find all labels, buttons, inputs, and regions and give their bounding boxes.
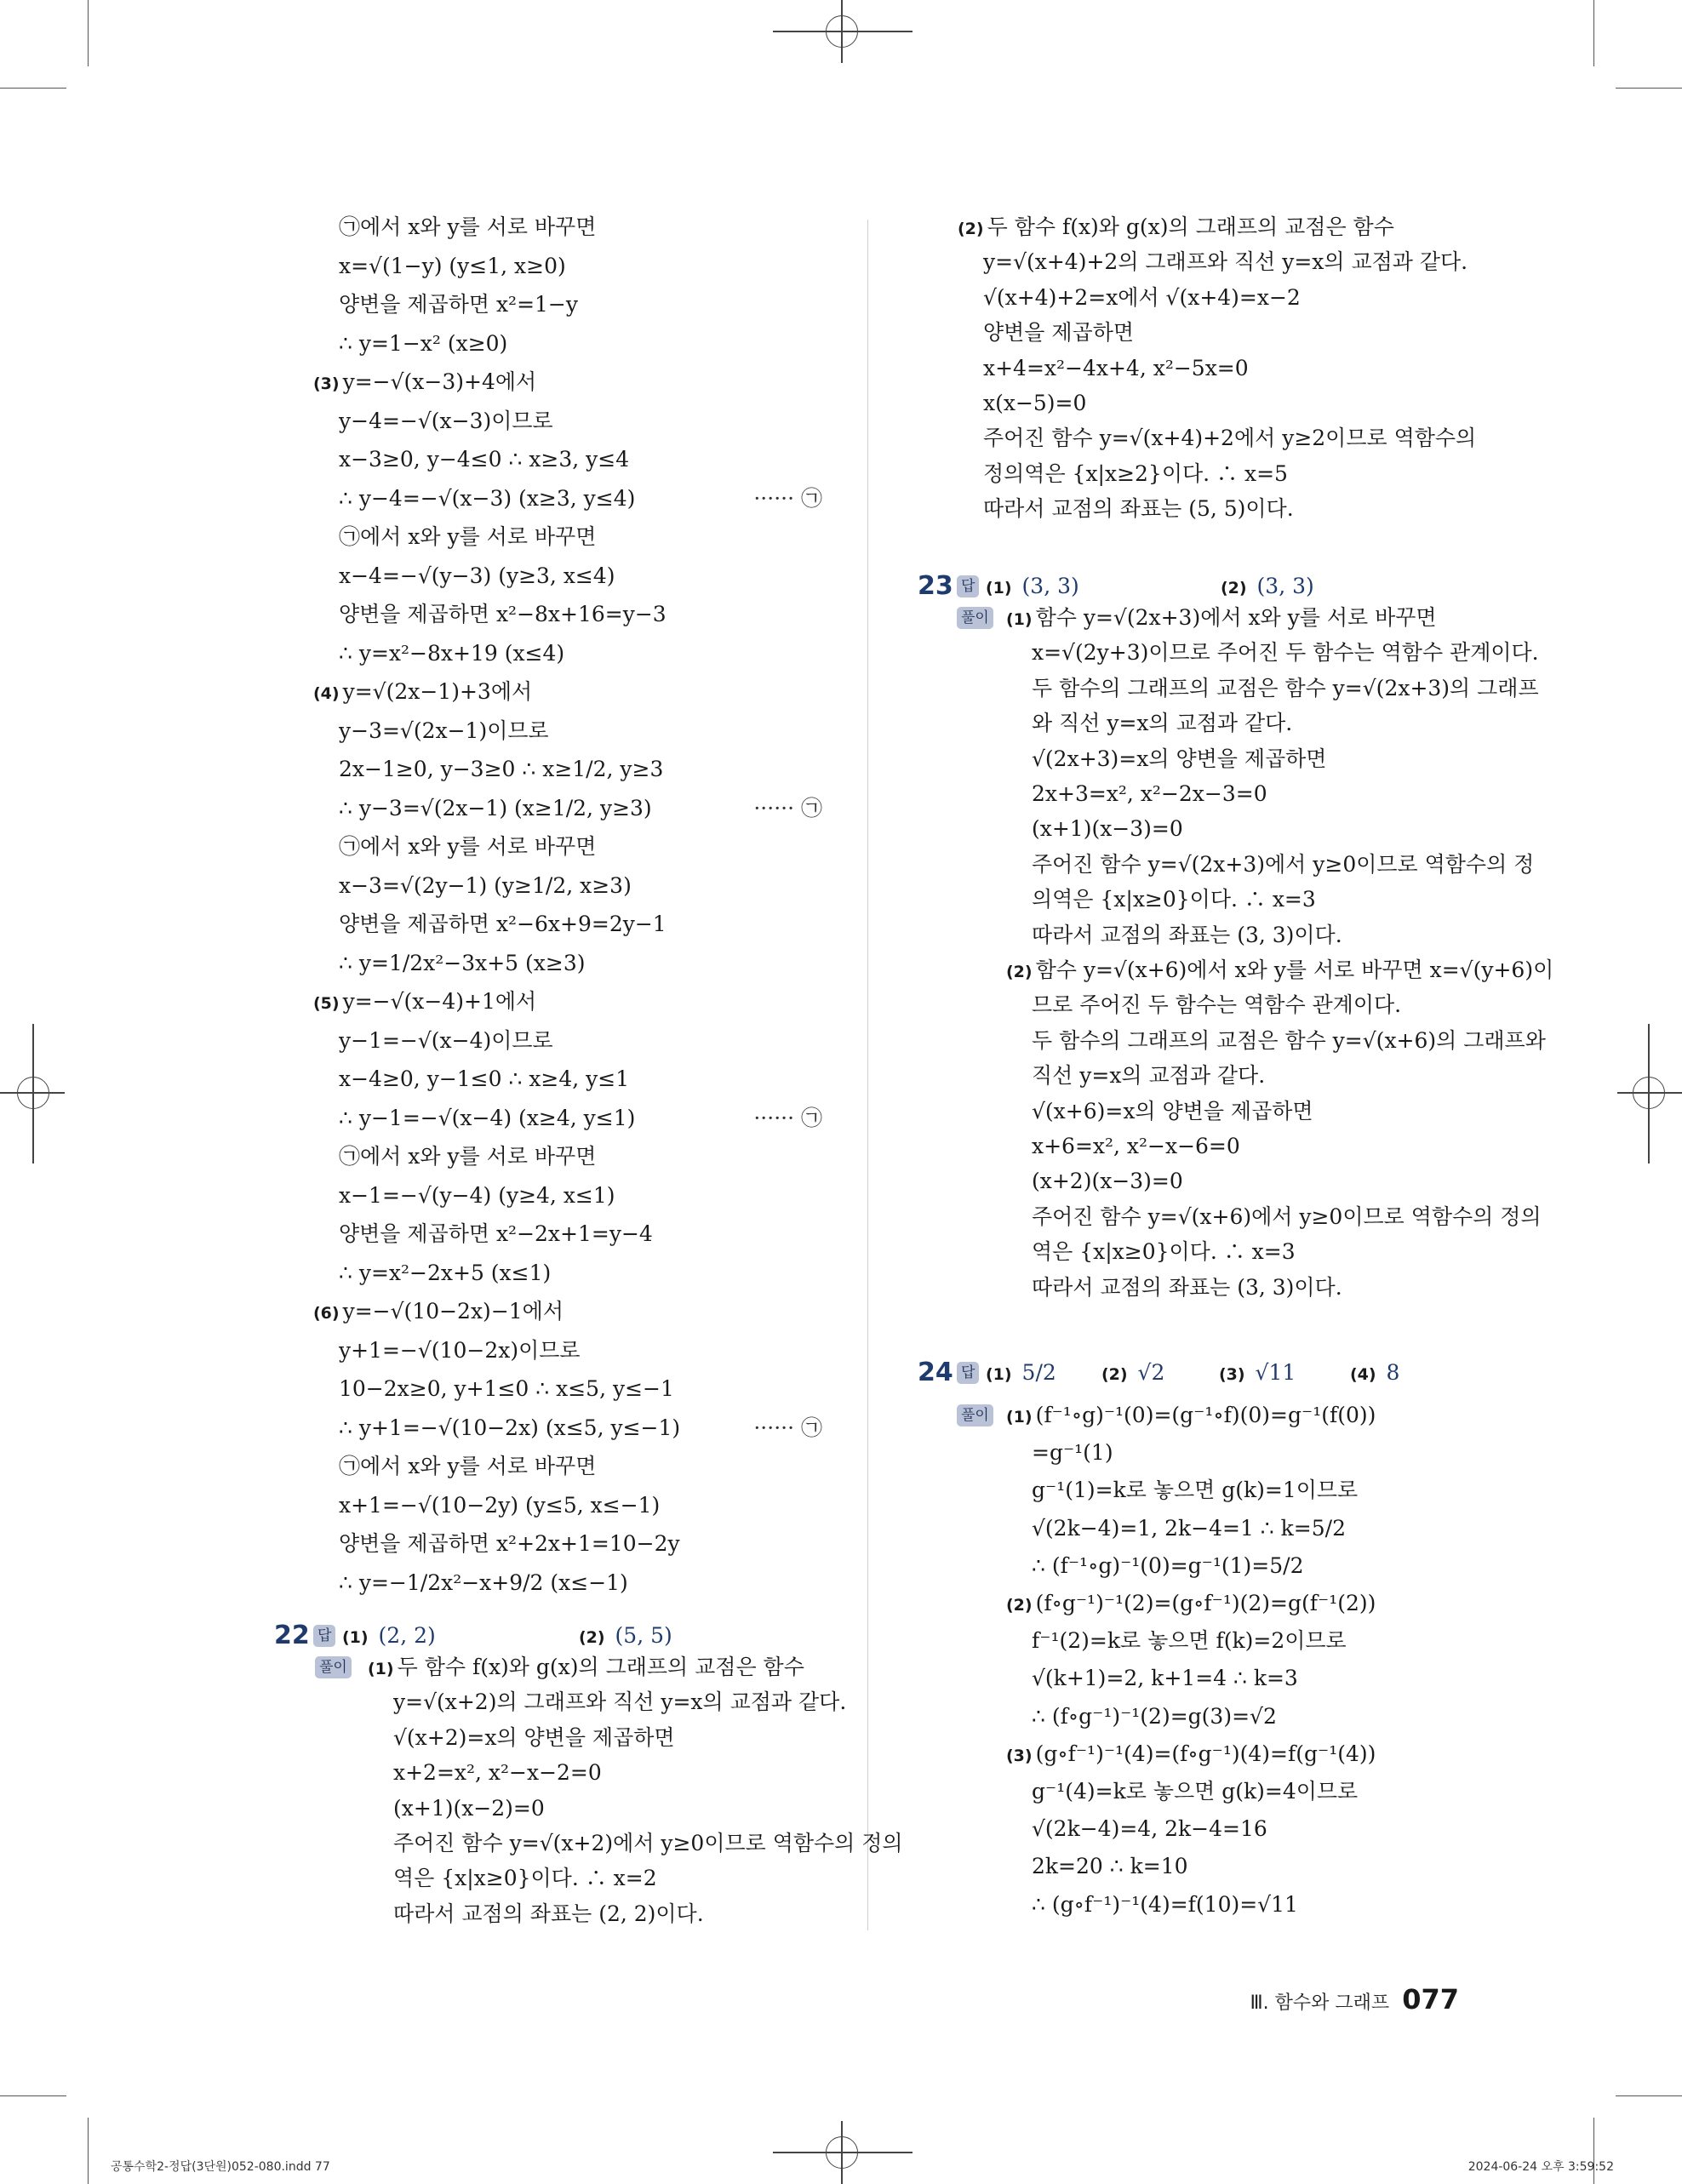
solution-line xyxy=(1032,1273,1342,1302)
solution-line xyxy=(339,523,596,552)
solution-text: 므로 주어진 두 함수는 역함수 관계이다. xyxy=(1032,992,1402,1018)
solution-text: 2x−1≥0, y−3≥0 ∴ x≥1/2, y≥3 xyxy=(339,757,664,781)
answer-badge: 답 xyxy=(313,1625,335,1647)
crop-mark xyxy=(88,0,89,66)
solution-line xyxy=(339,562,615,591)
solution-text: y=√(2x−1)+3에서 xyxy=(342,679,533,704)
solution-line xyxy=(393,1794,545,1823)
answer-24-4: (4) 8 xyxy=(1350,1360,1400,1385)
solution-text: √(2k−4)=4, 2k−4=16 xyxy=(1032,1816,1267,1842)
page-footer xyxy=(1250,1983,1459,2015)
solution-line xyxy=(339,1569,628,1598)
question-number-22: 22 xyxy=(274,1621,310,1650)
solution-line xyxy=(983,460,1288,489)
solution-text: x−3=√(2y−1) (y≥1/2, x≥3) xyxy=(339,872,632,898)
solution-text: 의역은 {x|x≥0}이다. ∴ x=3 xyxy=(1032,887,1316,912)
question-number-24: 24 xyxy=(918,1358,953,1387)
solution-line xyxy=(1032,1777,1358,1806)
solution-line xyxy=(393,1829,903,1858)
solution-line xyxy=(339,639,564,668)
solution-line xyxy=(1006,603,1437,632)
equation-reference-mark: ······ ㉠ xyxy=(753,1105,822,1130)
page-number: 077 xyxy=(1402,1983,1459,2015)
solution-line xyxy=(1032,815,1183,843)
sub-question-label: (2) xyxy=(958,220,984,238)
solution-line xyxy=(1032,638,1539,667)
solution-text: 역은 {x|x≥0}이다. ∴ x=2 xyxy=(393,1866,657,1891)
solution-text: 함수 y=√(x+6)에서 x와 y를 서로 바꾸면 x=√(y+6)이 xyxy=(1035,958,1554,982)
solution-text: 2k=20 ∴ k=10 xyxy=(1032,1854,1188,1879)
solution-text: 주어진 함수 y=√(x+6)에서 y≥0이므로 역함수의 정의 xyxy=(1032,1203,1542,1229)
solution-text: 두 함수 f(x)와 g(x)의 그래프의 교점은 함수 xyxy=(987,214,1394,239)
solution-text: √(2x+3)=x의 양변을 제곱하면 xyxy=(1032,746,1327,771)
solution-line xyxy=(983,283,1301,312)
solution-text: ∴ y−1=−√(x−4) (x≥4, y≤1) xyxy=(339,1105,636,1130)
solution-line xyxy=(339,213,596,242)
solution-line xyxy=(1032,1061,1265,1090)
answer-24-3: (3) √11 xyxy=(1219,1360,1296,1385)
solution-text: (f∘g⁻¹)⁻¹(2)=(g∘f⁻¹)(2)=g(f⁻¹(2)) xyxy=(1035,1591,1376,1615)
solution-line xyxy=(339,1026,553,1055)
solution-text: x+1=−√(10−2y) (y≤5, x≤−1) xyxy=(339,1492,661,1518)
solution-text: ㉠에서 x와 y를 서로 바꾸면 xyxy=(339,834,597,859)
solution-badge: 풀이 xyxy=(315,1656,352,1678)
solution-text: x+2=x², x²−x−2=0 xyxy=(393,1760,602,1786)
crop-mark xyxy=(88,2118,89,2184)
sub-question-label: (2) xyxy=(1006,963,1033,981)
equation-reference-mark: ······ ㉠ xyxy=(753,485,822,511)
solution-line xyxy=(1032,1702,1277,1731)
solution-line xyxy=(339,717,549,746)
solution-badge: 풀이 xyxy=(957,607,993,629)
solution-text: 따라서 교점의 좌표는 (5, 5)이다. xyxy=(983,496,1294,522)
solution-text: y=√(x+4)+2의 그래프와 직선 y=x의 교점과 같다. xyxy=(983,249,1468,275)
answer-22-1: (1) (2, 2) xyxy=(342,1623,436,1648)
solution-line xyxy=(1006,1740,1376,1769)
solution-line xyxy=(339,832,596,861)
solution-text: (f⁻¹∘g)⁻¹(0)=(g⁻¹∘f)(0)=g⁻¹(f(0)) xyxy=(1035,1403,1376,1427)
solution-line xyxy=(1032,921,1342,950)
solution-text: 10−2x≥0, y+1≤0 ∴ x≤5, y≤−1 xyxy=(339,1376,674,1401)
sub-question-label: (5) xyxy=(313,994,340,1013)
solution-line xyxy=(1032,885,1316,914)
solution-text: x−3≥0, y−4≤0 ∴ x≥3, y≤4 xyxy=(339,447,630,472)
solution-line xyxy=(1032,709,1292,738)
solution-line xyxy=(983,495,1294,523)
solution-line xyxy=(1032,1026,1546,1055)
solution-line xyxy=(339,484,822,513)
solution-line xyxy=(339,794,822,823)
solution-text: (g∘f⁻¹)⁻¹(4)=(f∘g⁻¹)(4)=f(g⁻¹(4)) xyxy=(1035,1741,1376,1766)
solution-text: ㉠에서 x와 y를 서로 바꾸면 xyxy=(339,214,597,239)
solution-text: 양변을 제곱하면 x²+2x+1=10−2y xyxy=(339,1531,680,1556)
solution-line xyxy=(339,1142,596,1171)
solution-text: ∴ y=−1/2x²−x+9/2 (x≤−1) xyxy=(339,1569,628,1595)
solution-line xyxy=(1006,1589,1376,1618)
solution-line xyxy=(983,318,1134,347)
solution-text: x(x−5)=0 xyxy=(983,391,1087,415)
solution-line xyxy=(1032,674,1539,703)
solution-line xyxy=(1032,745,1326,774)
solution-text: 따라서 교점의 좌표는 (3, 3)이다. xyxy=(1032,922,1342,947)
solution-line xyxy=(1032,1438,1113,1467)
solution-text: y−1=−√(x−4)이므로 xyxy=(339,1027,553,1053)
solution-line xyxy=(1006,1401,1376,1430)
solution-line xyxy=(339,1452,596,1481)
solution-text: x+6=x², x²−x−6=0 xyxy=(1032,1134,1240,1158)
solution-text: ㉠에서 x와 y를 서로 바꾸면 xyxy=(339,524,597,549)
solution-text: 따라서 교점의 좌표는 (2, 2)이다. xyxy=(393,1901,704,1926)
sub-question-label: (2) xyxy=(1006,1596,1033,1615)
solution-line xyxy=(983,354,1249,383)
solution-text: 주어진 함수 y=√(x+2)에서 y≥0이므로 역함수의 정의 xyxy=(393,1831,903,1855)
solution-line xyxy=(1032,1476,1358,1505)
solution-text: y=−√(10−2x)−1에서 xyxy=(342,1299,564,1324)
solution-text: 두 함수의 그래프의 교점은 함수 y=√(x+6)의 그래프와 xyxy=(1032,1027,1546,1053)
solution-text: x−4≥0, y−1≤0 ∴ x≥4, y≤1 xyxy=(339,1066,630,1091)
solution-text: y=−√(x−4)+1에서 xyxy=(342,989,537,1014)
crop-mark xyxy=(0,2095,66,2096)
solution-text: ∴ (g∘f⁻¹)⁻¹(4)=f(10)=√11 xyxy=(1032,1891,1298,1917)
solution-line xyxy=(339,910,667,939)
solution-line xyxy=(339,445,629,474)
print-timestamp: 2024-06-24 오후 3:59:52 xyxy=(1467,2160,1614,2174)
solution-text: x−4=−√(y−3) (y≥3, x≤4) xyxy=(339,563,615,588)
sub-question-label: (4) xyxy=(313,684,340,703)
solution-line xyxy=(983,424,1476,453)
answer-badge: 답 xyxy=(957,575,979,597)
equation-reference-mark: ······ ㉠ xyxy=(753,1415,822,1440)
sub-question-label: (1) xyxy=(368,1660,394,1678)
answer-badge: 답 xyxy=(957,1362,979,1384)
solution-text: 역은 {x|x≥0}이다. ∴ x=3 xyxy=(1032,1239,1296,1265)
solution-text: 주어진 함수 y=√(x+4)+2에서 y≥2이므로 역함수의 xyxy=(983,426,1477,451)
solution-text: x=√(1−y) (y≤1, x≥0) xyxy=(339,253,566,278)
sub-question-label: (3) xyxy=(1006,1746,1033,1765)
equation-reference-mark: ······ ㉠ xyxy=(753,795,822,820)
solution-line xyxy=(1032,1097,1313,1126)
solution-line xyxy=(1032,991,1401,1020)
sub-question-label: (1) xyxy=(1006,1408,1033,1426)
solution-badge: 풀이 xyxy=(957,1404,993,1426)
crop-mark xyxy=(0,88,66,89)
solution-text: 양변을 제곱하면 x²=1−y xyxy=(339,292,578,317)
solution-line xyxy=(339,407,553,436)
solution-line xyxy=(339,1336,581,1365)
solution-line xyxy=(339,252,566,281)
solution-line xyxy=(313,987,536,1016)
sub-question-label: (6) xyxy=(313,1304,340,1323)
solution-text: y+1=−√(10−2x)이므로 xyxy=(339,1337,581,1363)
solution-line xyxy=(1032,1815,1267,1844)
solution-text: ㉠에서 x와 y를 서로 바꾸면 xyxy=(339,1144,597,1169)
solution-line xyxy=(339,1491,660,1520)
solution-line xyxy=(1006,956,1553,985)
solution-line xyxy=(1032,1203,1542,1232)
solution-line xyxy=(339,1104,822,1133)
solution-text: 양변을 제곱하면 x²−6x+9=2y−1 xyxy=(339,912,667,936)
solution-line xyxy=(1032,1238,1296,1266)
solution-line xyxy=(368,1653,804,1682)
solution-text: y=−√(x−3)+4에서 xyxy=(342,369,537,394)
solution-text: ∴ y−3=√(2x−1) (x≥1/2, y≥3) xyxy=(339,795,652,820)
solution-line xyxy=(983,248,1467,277)
solution-line xyxy=(1032,1852,1188,1881)
solution-line xyxy=(313,677,532,706)
solution-line xyxy=(339,1414,822,1443)
solution-text: (x+2)(x−3)=0 xyxy=(1032,1169,1183,1194)
solution-text: (x+1)(x−2)=0 xyxy=(393,1795,545,1821)
solution-text: ㉠에서 x와 y를 서로 바꾸면 xyxy=(339,1454,597,1478)
solution-line xyxy=(339,1259,551,1288)
solution-text: √(x+4)+2=x에서 √(x+4)=x−2 xyxy=(983,284,1301,310)
solution-text: y−3=√(2x−1)이므로 xyxy=(339,718,549,743)
solution-text: ∴ (f⁻¹∘g)⁻¹(0)=g⁻¹(1)=5/2 xyxy=(1032,1552,1304,1578)
column-divider xyxy=(867,220,868,1930)
solution-line xyxy=(1032,850,1534,879)
solution-text: ∴ y=1/2x²−3x+5 (x≥3) xyxy=(339,950,586,975)
answer-23-2: (2) (3, 3) xyxy=(1221,574,1314,598)
solution-line xyxy=(313,368,536,397)
solution-line xyxy=(1032,1167,1183,1196)
solution-text: 함수 y=√(2x+3)에서 x와 y를 서로 바꾸면 xyxy=(1035,605,1437,630)
solution-line xyxy=(339,755,663,784)
solution-text: 양변을 제곱하면 x²−8x+16=y−3 xyxy=(339,602,667,626)
solution-text: 주어진 함수 y=√(2x+3)에서 y≥0이므로 역함수의 정 xyxy=(1032,851,1535,877)
solution-line xyxy=(1032,1132,1240,1161)
solution-text: (x+1)(x−3)=0 xyxy=(1032,816,1183,842)
answer-23-1: (1) (3, 3) xyxy=(986,574,1079,598)
solution-line xyxy=(339,1375,674,1404)
solution-text: ∴ y+1=−√(10−2x) (x≤5, y≤−1) xyxy=(339,1415,681,1440)
solution-text: 양변을 제곱하면 x²−2x+1=y−4 xyxy=(339,1221,653,1246)
solution-line xyxy=(339,290,578,319)
solution-line xyxy=(339,329,507,358)
solution-text: 와 직선 y=x의 교점과 같다. xyxy=(1032,711,1293,736)
solution-text: √(x+6)=x의 양변을 제곱하면 xyxy=(1032,1098,1313,1123)
solution-line xyxy=(339,1065,629,1094)
solution-text: √(k+1)=2, k+1=4 ∴ k=3 xyxy=(1032,1666,1298,1691)
solution-text: =g⁻¹(1) xyxy=(1032,1440,1113,1466)
solution-line xyxy=(983,389,1086,418)
solution-line xyxy=(339,1529,680,1558)
crop-mark xyxy=(1616,88,1682,89)
chapter-label: Ⅲ. 함수와 그래프 xyxy=(1250,1992,1390,2014)
solution-line xyxy=(1032,1664,1298,1693)
answer-24-2: (2) √2 xyxy=(1101,1360,1165,1385)
solution-text: 양변을 제곱하면 xyxy=(983,320,1134,346)
solution-text: 따라서 교점의 좌표는 (3, 3)이다. xyxy=(1032,1274,1342,1300)
solution-text: ∴ y=x²−2x+5 (x≤1) xyxy=(339,1260,552,1285)
solution-line xyxy=(339,1181,615,1210)
solution-text: x+4=x²−4x+4, x²−5x=0 xyxy=(983,355,1249,380)
solution-text: y=√(x+2)의 그래프와 직선 y=x의 교점과 같다. xyxy=(393,1689,847,1715)
solution-text: 두 함수의 그래프의 교점은 함수 y=√(2x+3)의 그래프 xyxy=(1032,675,1539,700)
solution-line xyxy=(1032,780,1267,809)
solution-text: 정의역은 {x|x≥2}이다. ∴ x=5 xyxy=(983,460,1288,486)
answer-24-1: (1) 5/2 xyxy=(986,1360,1056,1385)
solution-text: x−1=−√(y−4) (y≥4, x≤1) xyxy=(339,1182,615,1208)
solution-line xyxy=(1032,1552,1303,1581)
solution-text: 두 함수 f(x)와 g(x)의 그래프의 교점은 함수 xyxy=(397,1655,804,1679)
solution-line xyxy=(958,213,1394,242)
solution-line xyxy=(339,949,586,978)
question-number-23: 23 xyxy=(918,571,953,601)
solution-line xyxy=(393,1900,704,1929)
sub-question-label: (1) xyxy=(1006,610,1033,629)
solution-line xyxy=(1032,1890,1298,1919)
solution-line xyxy=(1032,1627,1347,1655)
solution-text: g⁻¹(1)=k로 놓으면 g(k)=1이므로 xyxy=(1032,1478,1359,1503)
solution-line xyxy=(393,1724,675,1752)
solution-text: y−4=−√(x−3)이므로 xyxy=(339,408,553,433)
solution-text: g⁻¹(4)=k로 놓으면 g(k)=4이므로 xyxy=(1032,1779,1359,1804)
crop-mark xyxy=(1593,0,1594,66)
solution-line xyxy=(393,1758,602,1787)
solution-line xyxy=(339,600,667,629)
solution-text: f⁻¹(2)=k로 놓으면 f(k)=2이므로 xyxy=(1032,1628,1347,1654)
crop-mark xyxy=(1616,2095,1682,2096)
solution-text: ∴ (f∘g⁻¹)⁻¹(2)=g(3)=√2 xyxy=(1032,1703,1277,1729)
solution-line xyxy=(393,1864,657,1893)
solution-text: x=√(2y+3)이므로 주어진 두 함수는 역함수 관계이다. xyxy=(1032,640,1539,666)
solution-text: √(2k−4)=1, 2k−4=1 ∴ k=5/2 xyxy=(1032,1515,1346,1541)
solution-text: ∴ y=x²−8x+19 (x≤4) xyxy=(339,640,565,666)
sub-question-label: (3) xyxy=(313,374,340,393)
solution-line xyxy=(339,1220,653,1249)
solution-line xyxy=(393,1688,846,1717)
solution-line xyxy=(1032,1514,1346,1543)
solution-text: √(x+2)=x의 양변을 제곱하면 xyxy=(393,1724,675,1750)
print-file-info: 공통수학2-정답(3단원)052-080.indd 77 xyxy=(111,2160,330,2174)
answer-22-2: (2) (5, 5) xyxy=(579,1623,672,1648)
solution-line xyxy=(339,872,632,900)
solution-text: ∴ y=1−x² (x≥0) xyxy=(339,330,508,356)
solution-text: ∴ y−4=−√(x−3) (x≥3, y≤4) xyxy=(339,485,636,511)
solution-line xyxy=(313,1297,564,1326)
solution-text: 직선 y=x의 교점과 같다. xyxy=(1032,1063,1266,1089)
solution-text: 2x+3=x², x²−2x−3=0 xyxy=(1032,781,1267,806)
